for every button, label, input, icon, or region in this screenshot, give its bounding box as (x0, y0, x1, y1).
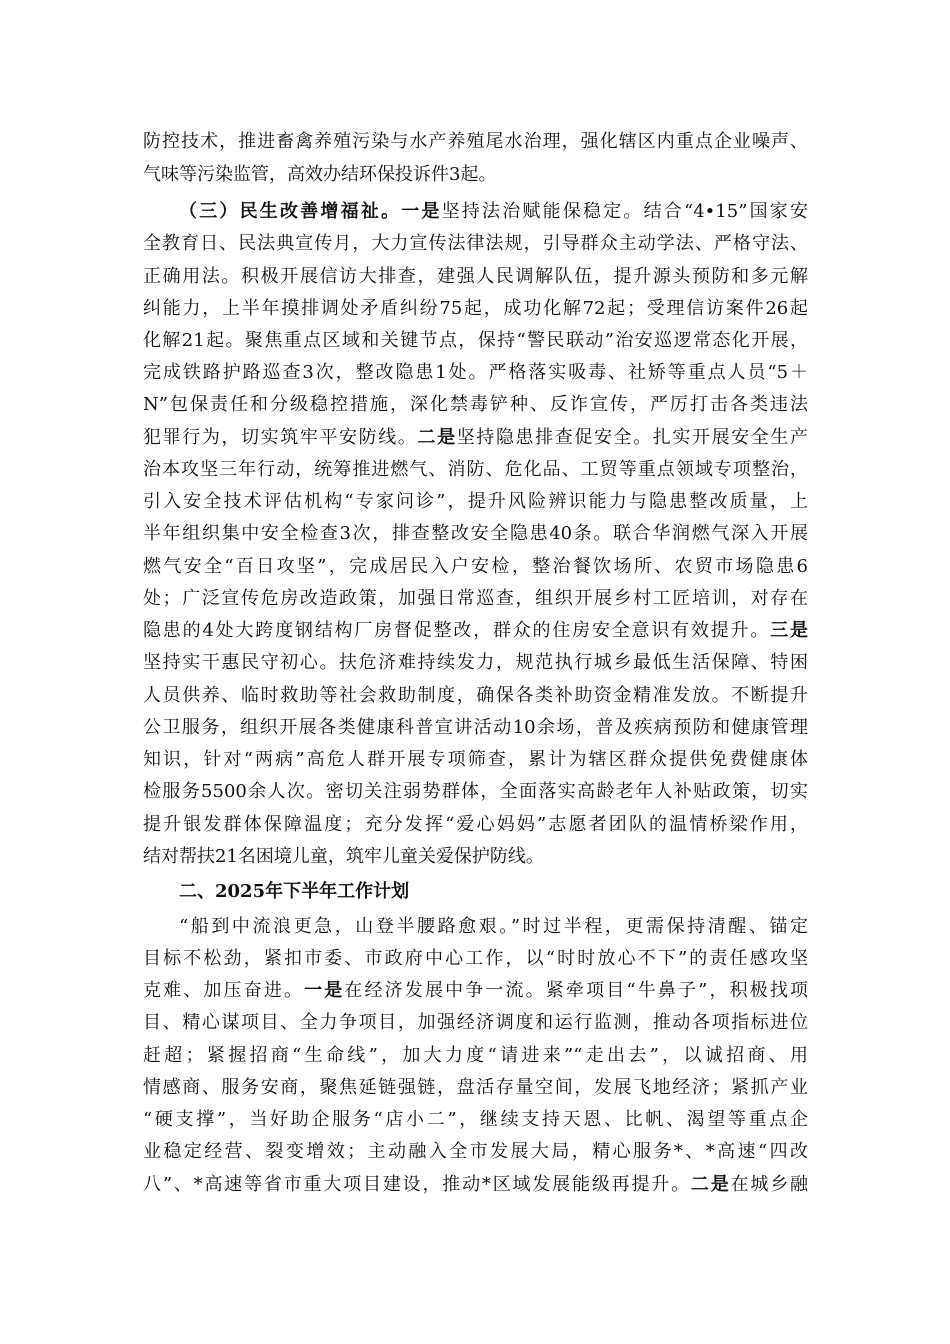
body-line: 检服务5500余人次。密切关注弱势群体，全面落实高龄老年人补贴政策，切实 (143, 781, 808, 802)
body-line: 业稳定经营、裂变增效；主动融入全市发展大局，精心服务*、*高速“四改 (143, 1141, 808, 1162)
body-line: 提升银发群体保障温度；充分发挥“爱心妈妈”志愿者团队的温情桥梁作用， (143, 814, 808, 835)
body-line: 防控技术，推进畜禽养殖污染与水产养殖尾水治理，强化辖区内重点企业噪声、 (143, 131, 808, 152)
body-line: “船到中流浪更急，山登半腰路愈艰。”时过半程，更需保持清醒、锚定 (179, 916, 808, 937)
body-line: 犯罪行为，切实筑牢平安防线。二是坚持隐患排查促安全。扎实开展安全生产 (143, 427, 809, 448)
body-line: 化解21起。聚焦重点区域和关键节点，保持“警民联动”治安巡逻常态化开展， (143, 330, 808, 351)
body-line: 公卫服务，组织开展各类健康科普宣讲活动10余场，普及疾病预防和健康管理 (143, 717, 808, 738)
body-line: 纠能力，上半年摸排调处矛盾纠纷75起，成功化解72起；受理信访案件26起 (143, 298, 808, 319)
body-line: 情感商、服务安商，聚焦延链强链，盘活存量空间，发展飞地经济；紧抓产业 (143, 1077, 808, 1098)
body-line: 八”、*高速等省市重大项目建设，推动*区域发展能级再提升。二是在城乡融 (143, 1174, 809, 1195)
body-line: 正确用法。积极开展信访大排查，建强人民调解队伍，提升源头预防和多元解 (143, 266, 808, 287)
body-line: 气味等污染监管，高效办结环保投诉件3起。 (143, 164, 497, 185)
body-line: 燃气安全“百日攻坚”，完成居民入户安检，整治餐饮场所、农贸市场隐患6 (143, 556, 808, 577)
body-line: 全教育日、民法典宣传月，大力宣传法律法规，引导群众主动学法、严格守法、 (143, 233, 808, 254)
body-line: 人员供养、临时救助等社会救助制度，确保各类补助资金精准发放。不断提升 (143, 685, 808, 706)
body-line: 引入安全技术评估机构“专家问诊”，提升风险辨识能力与隐患整改质量，上 (143, 491, 808, 512)
body-line: 赶超；紧握招商“生命线”，加大力度“请进来”“走出去”，以诚招商、用 (143, 1045, 808, 1066)
body-line: 结对帮扶21名困境儿童，筑牢儿童关爱保护防线。 (143, 846, 544, 867)
body-line: N”包保责任和分级稳控措施，深化禁毒铲种、反诈宣传，严厉打击各类违法 (143, 394, 808, 415)
body-line: （三）民生改善增福祉。一是坚持法治赋能保稳定。结合“4•15”国家安 (179, 201, 808, 222)
body-line: “硬支撑”，当好助企服务“店小二”，继续支持天恩、比帆、渴望等重点企 (143, 1109, 808, 1130)
section-heading: 二、2025年下半年工作计划 (179, 881, 410, 902)
body-line: 坚持实干惠民守初心。扶危济难持续发力，规范执行城乡最低生活保障、特困 (143, 652, 808, 673)
subsection-heading: （三）民生改善增福祉。一是 (179, 201, 442, 222)
body-line: 知识，针对“两病”高危人群开展专项筛查，累计为辖区群众提供免费健康体 (143, 749, 808, 770)
body-line: 隐患的4处大跨度钢结构厂房督促整改，群众的住房安全意识有效提升。三是 (143, 620, 809, 641)
body-line: 半年组织集中安全检查3次，排查整改安全隐患40条。联合华润燃气深入开展 (143, 523, 808, 544)
body-line: 目、精心谋项目、全力争项目，加强经济调度和运行监测，推动各项指标进位 (143, 1012, 808, 1033)
body-line: 治本攻坚三年行动，统筹推进燃气、消防、危化品、工贸等重点领域专项整治， (143, 459, 808, 480)
body-line: 目标不松劲，紧扣市委、市政府中心工作，以“时时放心不下”的责任感攻坚 (143, 948, 808, 969)
body-line: 克难、加压奋进。一是在经济发展中争一流。紧牵项目“牛鼻子”，积极找项 (143, 980, 809, 1001)
body-line: 处；广泛宣传危房改造政策，加强日常巡查，组织开展乡村工匠培训，对存在 (143, 588, 808, 609)
body-line: 完成铁路护路巡查3次，整改隐患1处。严格落实吸毒、社矫等重点人员“5＋ (143, 362, 808, 383)
